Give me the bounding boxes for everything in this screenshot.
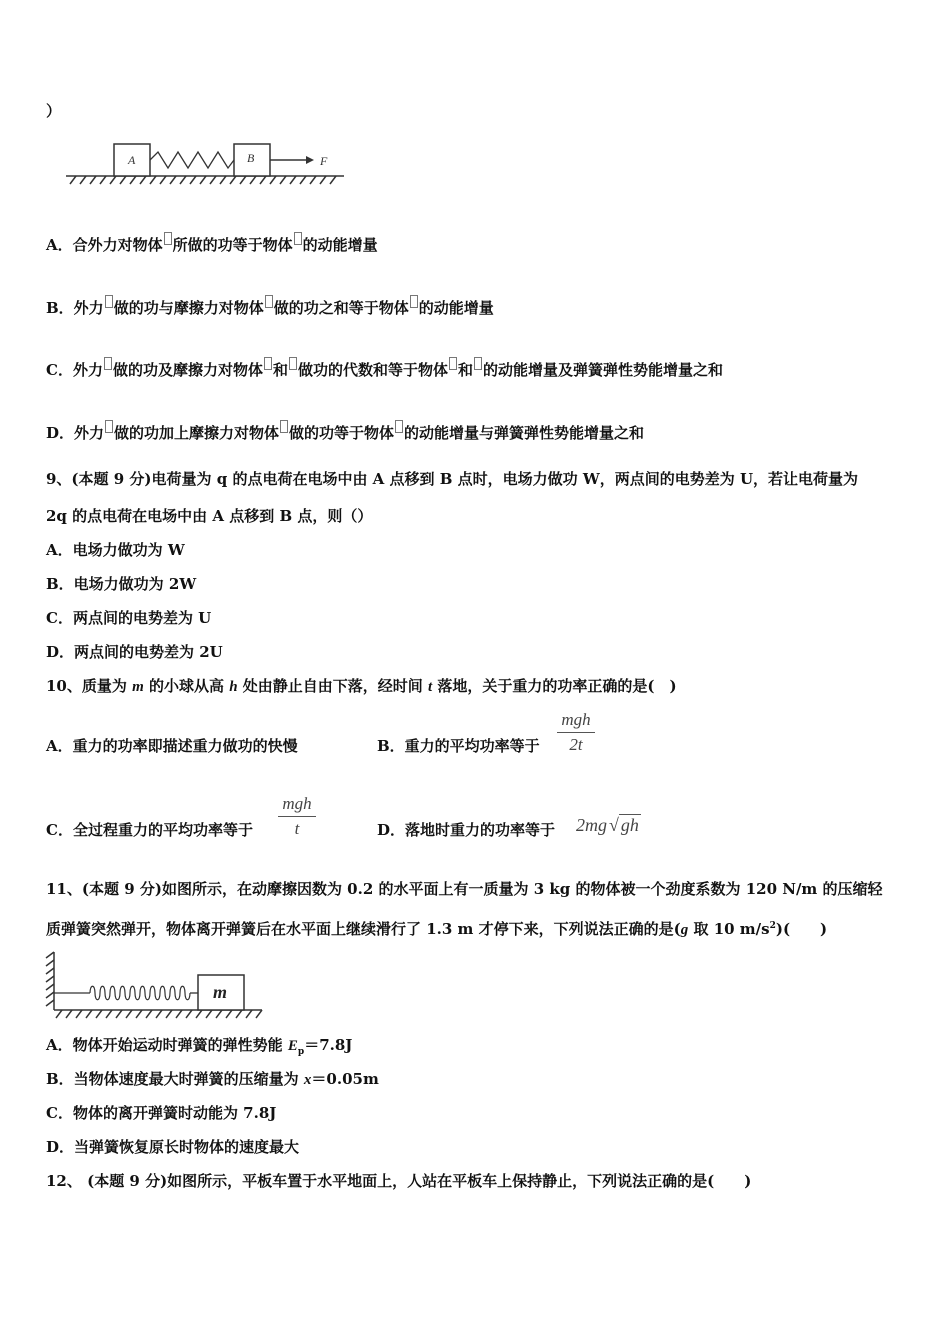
q10-stem: 10、质量为 m 的小球从高 h 处由静止自由下落，经时间 t 落地，关于重力的功率正确的是( ) <box>46 677 677 695</box>
fraction-denominator: t <box>294 819 300 838</box>
spring-coil <box>90 986 190 1000</box>
q8-option-a: A．合外力对物体 所做的功等于物体 的动能增量 <box>46 232 378 255</box>
q11-option-d: D．当弹簧恢复原长时物体的速度最大 <box>46 1138 300 1156</box>
spring <box>150 152 234 168</box>
ground <box>66 176 344 184</box>
fraction-bar <box>278 816 316 817</box>
missing-glyph-icon <box>449 357 457 370</box>
missing-glyph-icon <box>264 357 272 370</box>
missing-glyph-icon <box>410 295 418 308</box>
q10-option-d: D．落地时重力的功率等于 <box>377 821 556 839</box>
missing-glyph-icon <box>280 420 288 433</box>
continued-paren: ） <box>46 102 62 120</box>
missing-glyph-icon <box>104 357 112 370</box>
q8-option-d: D．外力 做的功加上摩擦力对物体 做的功等于物体 的动能增量与弹簧弹性势能增量之和 <box>46 420 644 443</box>
fraction-numerator: mgh <box>282 794 312 813</box>
sqrt-icon: √ <box>609 815 619 835</box>
fraction-denominator: 2t <box>569 735 583 754</box>
q11-option-c: C．物体的离开弹簧时动能为 7.8J <box>46 1104 277 1122</box>
q12-stem: 12、 (本题 9 分)如图所示，平板车置于水平地面上，人站在平板车上保持静止，下列说法正确的是( ) <box>46 1172 752 1190</box>
q11-stem-line2: 质弹簧突然弹开，物体离开弹簧后在水平面上继续滑行了 1.3 m 才停下来，下列说法正确的是(g 取 10 $m/s^2$)( ) <box>46 920 828 938</box>
missing-glyph-icon <box>474 357 482 370</box>
missing-glyph-icon <box>105 295 113 308</box>
missing-glyph-icon <box>105 420 113 433</box>
q9-option-d: D．两点间的电势差为 2U <box>46 643 223 661</box>
missing-glyph-icon <box>395 420 403 433</box>
wall <box>46 952 54 1010</box>
q8-option-c: C．外力 做的功及摩擦力对物体 和 做功的代数和等于物体 和 的动能增量及弹簧弹性势能增量之和 <box>46 357 723 380</box>
missing-glyph-icon <box>265 295 273 308</box>
q10-option-c: C．全过程重力的平均功率等于 <box>46 821 253 839</box>
figure-wall-spring-mass <box>42 950 267 1022</box>
fraction-numerator: mgh <box>561 710 591 729</box>
q9-stem-line1: 9、(本题 9 分)电荷量为 q 的点电荷在电场中由 A 点移到 B 点时，电场力做功 W，两点间的电势差为 U，若让电荷量为 <box>46 470 859 488</box>
q10-d-expression: 2mg √ gh <box>576 815 639 835</box>
q11-stem-line1: 11、(本题 9 分)如图所示，在动摩擦因数为 0.2 的水平面上有一质量为 3 kg 的物体被一个劲度系数为 120 N/m 的压缩轻 <box>46 880 883 898</box>
q10-c-fraction <box>278 794 316 839</box>
missing-glyph-icon <box>294 232 302 245</box>
q11-option-a: A．物体开始运动时弹簧的弹性势能 $E_p=7.8J$ <box>46 1036 353 1057</box>
block-a-label: A <box>128 153 136 167</box>
q9-option-c: C．两点间的电势差为 U <box>46 609 212 627</box>
q9-option-b: B．电场力做功为 2W <box>46 575 197 593</box>
q9-stem-line2: 2q 的点电荷在电场中由 A 点移到 B 点，则（） <box>46 507 373 525</box>
q8-option-b: B．外力 做的功与摩擦力对物体 做的功之和等于物体 的动能增量 <box>46 295 494 318</box>
q9-option-a: A．电场力做功为 W <box>46 541 185 559</box>
q10-option-a: A．重力的功率即描述重力做功的快慢 <box>46 737 298 755</box>
force-label: F <box>320 154 328 168</box>
q10-b-fraction <box>557 710 595 755</box>
q10-option-b: B．重力的平均功率等于 <box>377 737 540 755</box>
q11-option-b: B．当物体速度最大时弹簧的压缩量为 x＝0.05m <box>46 1070 379 1088</box>
block-b-label: B <box>247 151 255 165</box>
missing-glyph-icon <box>164 232 172 245</box>
fraction-bar <box>557 732 595 733</box>
floor <box>54 1010 262 1018</box>
figure-spring-blocks <box>62 140 352 190</box>
mass-label: m <box>213 982 228 1002</box>
missing-glyph-icon <box>289 357 297 370</box>
force-arrowhead <box>306 156 314 164</box>
